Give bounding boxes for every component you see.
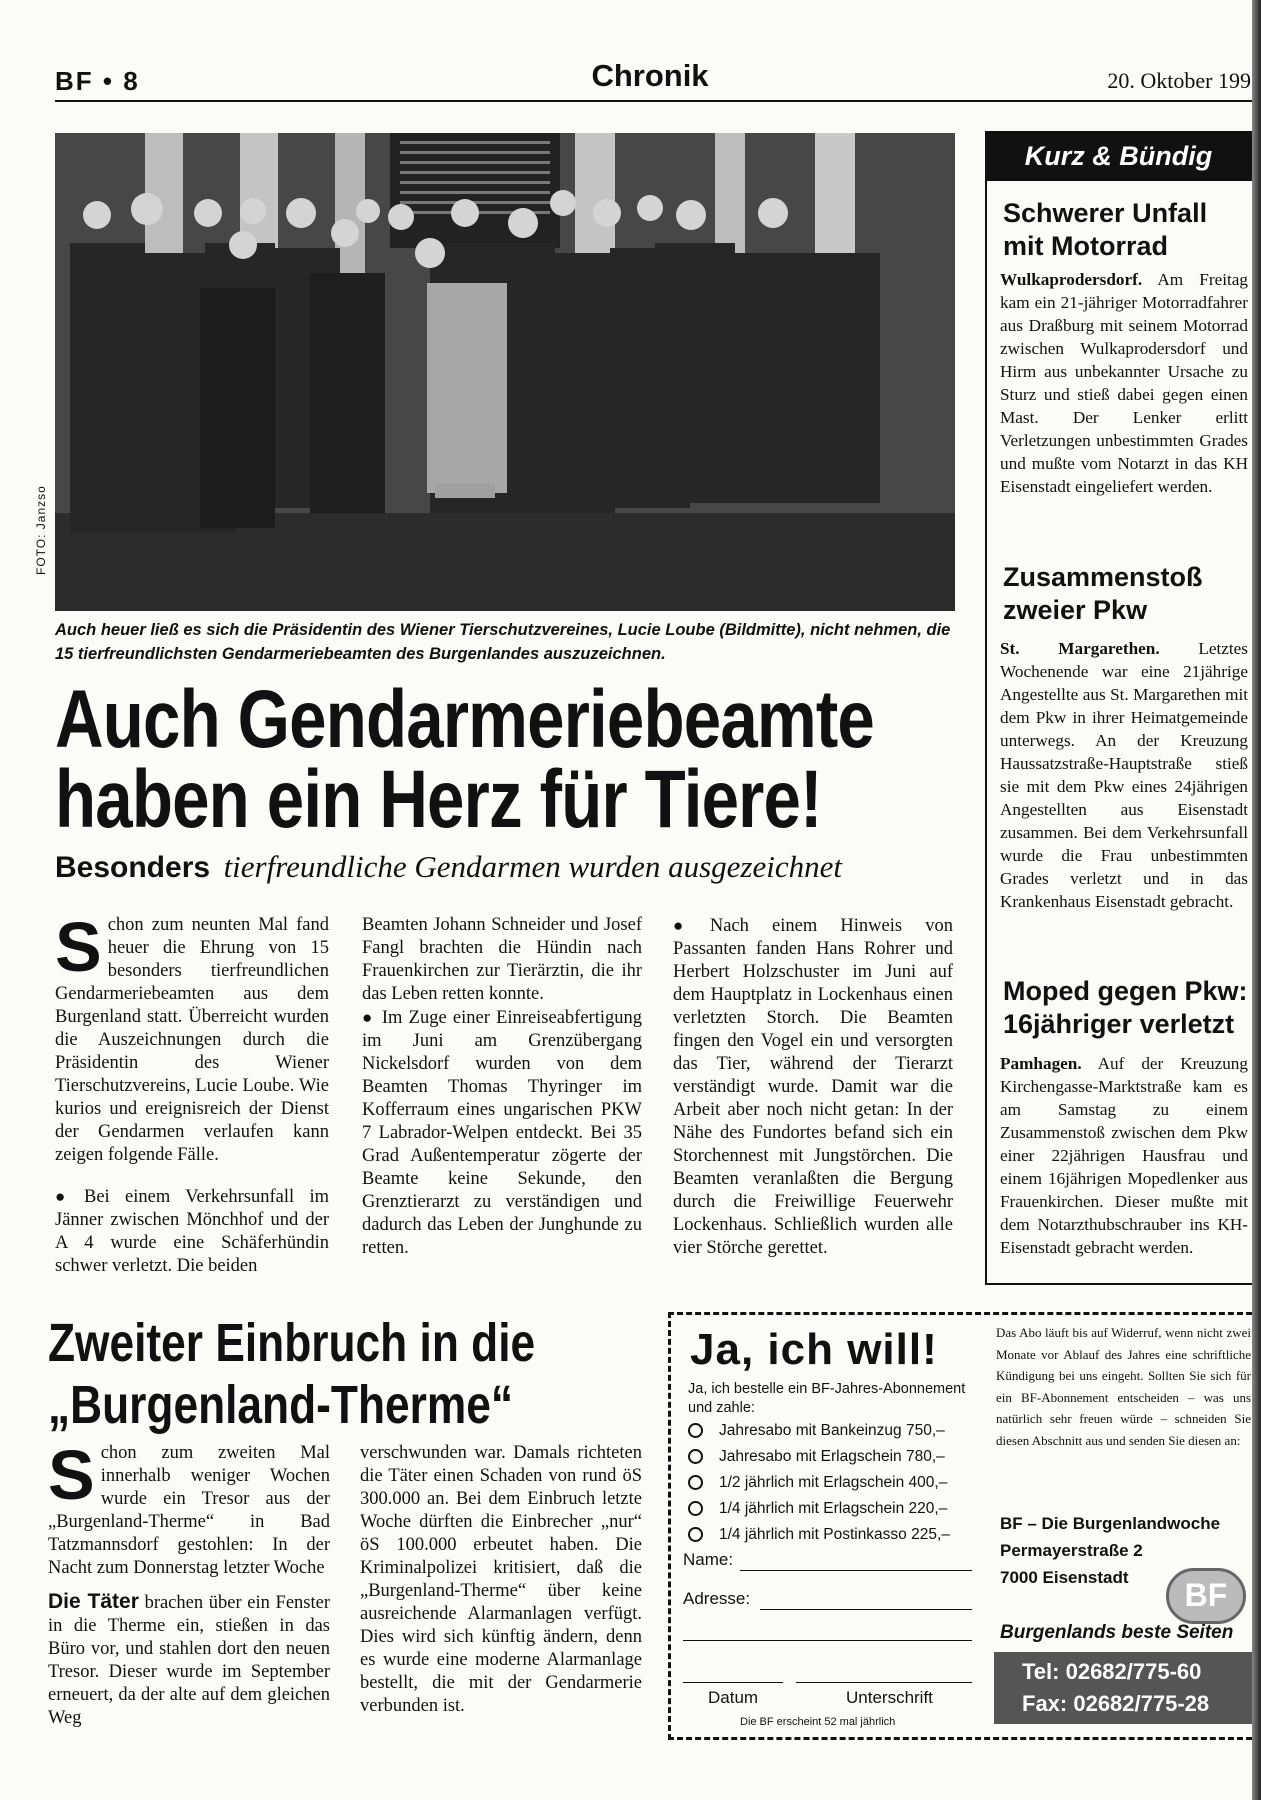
group-photo-illustration: [55, 133, 955, 611]
page-number: BF • 8: [55, 66, 140, 96]
option-label: 1/4 jährlich mit Postinkasso 225,–: [719, 1526, 950, 1543]
name-field[interactable]: [740, 1570, 972, 1571]
slogan: Burgenlands beste Seiten: [1000, 1622, 1234, 1643]
section-title: Chronik: [591, 58, 709, 93]
headline-line: mit Motorrad: [1003, 231, 1168, 261]
drop-cap: S: [48, 1436, 95, 1514]
sidebar-item3-headline: [1003, 975, 1248, 1041]
story1-paragraph: Beamten Johann Schneider und Josef Fangl brachten die Hündin nach Frauenkirchen zur Tierärztin, die ihr das Leben retten konnte.: [362, 915, 642, 1004]
sidebar-body: Auf der Kreuzung Kirchengasse-Marktstraße kam es am Samstag zu einem Zusammenstoß zwischen dem Pkw einer 22jährigen Hausfrau und einem 16jährigen Mopedlenker aus Frauenkirchen. Dieser mußte mit dem Notarzthubschrauber ins KH-Eisenstadt gebracht werden.: [1000, 1054, 1248, 1257]
main-headline: [55, 674, 875, 845]
name-label: Name:: [683, 1550, 734, 1569]
signature-label: Unterschrift: [846, 1688, 933, 1707]
story1-column-3: [673, 914, 953, 1260]
story1-bullet-paragraph: ● Nach einem Hinweis von Passanten fanden Hans Rohrer und Herbert Holzschuster im Juni auf dem Hauptplatz in Lockenhaus einen verletzten Storch. Die Beamten fingen den Vogel ein und versorgten das Tier, während der Tierarzt verständigt wurde. Damit war die Arbeit aber noch nicht getan: In der Nähe des Fundortes befand sich ein Storchennest mit Jungstörchen. Die Beamten veranlaßten die Bergung durch die Freiwillige Feuerwehr Lockenhaus. Schließlich wurden alle vier Störche gerettet.: [673, 914, 953, 1260]
sidebar-body: Letztes Wochenende war eine 21jährige Angestellte aus St. Margarethen mit dem Pkw in ihrer Heimatgemeinde unterwegs. An der Kreuzung Haussatzstraße-Hauptstraße stieß sie mit dem Pkw eines 24jährigen Angestellten aus Eisenstadt zusammen. Bei dem Verkehrsunfall wurde die Frau unbestimmten Grades verletzt und in das Krankenhaus Eisenstadt gebracht.: [1000, 639, 1248, 911]
headline-line: 16jähriger verletzt: [1003, 1009, 1235, 1039]
story1-bullet-paragraph: ● Bei einem Verkehrsunfall im Jänner zwischen Mönchhof und der A 4 wurde eine Schäferhündin schwer verletzt. Die beiden: [55, 1185, 329, 1278]
dateline: Wulkaprodersdorf.: [1000, 270, 1143, 289]
coupon-title: Ja, ich will!: [690, 1325, 938, 1374]
radio-circle-icon[interactable]: [688, 1475, 703, 1490]
address-field[interactable]: [760, 1609, 972, 1610]
radio-circle-icon[interactable]: [688, 1501, 703, 1516]
headline-line: Moped gegen Pkw:: [1003, 976, 1248, 1006]
coupon-option[interactable]: [688, 1500, 947, 1518]
story2-column-1: [48, 1436, 331, 1730]
date-label: Datum: [708, 1688, 759, 1707]
coupon-option[interactable]: [688, 1448, 945, 1466]
date-field[interactable]: [683, 1682, 783, 1683]
contact-box: [994, 1652, 1252, 1724]
paragraph-body: brachen über ein Fenster in die Therme ein, stießen in das Büro vor, und stahlen dort den neuen Tresor. Dieser wurde im September erneuert, da der alte auf dem gleichen Weg: [48, 1593, 331, 1728]
sidebar-item1-text: [1000, 268, 1248, 498]
coupon-option[interactable]: [688, 1526, 950, 1544]
paragraph-lead: Die Täter: [48, 1590, 139, 1613]
story1-column-2: [362, 914, 642, 1260]
bf-logo: BF: [1166, 1568, 1246, 1624]
story2-paragraph: [48, 1590, 330, 1730]
second-headline: [48, 1312, 535, 1436]
headline-line: zweier Pkw: [1003, 595, 1148, 625]
main-headline-line1: Auch Gendarmeriebeamte: [55, 674, 875, 765]
group-photo: [55, 133, 955, 611]
publisher-city: 7000 Eisenstadt: [1000, 1568, 1129, 1587]
story1-paragraph: chon zum neunten Mal fand heuer die Ehrung von 15 besonders tierfreundlichen Gendarmeriebeamten aus dem Burgenland statt. Überreicht wurden die Auszeichnungen durch die Präsidentin des Wiener Tierschutzvereins, Lucie Loube. Wie kurios und ereignisreich der Dienst der Gendarmen verlaufen kann zeigen folgende Fälle.: [55, 915, 329, 1165]
coupon-option[interactable]: [688, 1422, 945, 1440]
subheadline-lead: Besonders: [55, 851, 211, 884]
photo-caption: Auch heuer ließ es sich die Präsidentin des Wiener Tierschutzvereines, Lucie Loube (Bildmitte), nicht nehmen, die 15 tierfreundlichsten Gendarmeriebeamten des Burgenlandes auszuzeichnen.: [55, 621, 951, 663]
frequency-note: Die BF erscheint 52 mal jährlich: [740, 1716, 896, 1728]
story2-paragraph: verschwunden war. Damals richteten die Täter einen Schaden von rund öS 300.000 an. Bei dem Einbruch letzte Woche dürften die Einbrecher „nur“ öS 100.000 erbeutet haben. Die Kriminalpolizei kritisiert, daß die „Burgenland-Therme“ über keine ausreichende Alarmanlagen verfügt. Dies wird sich künftig ändern, denn es wurde eine moderne Alarmanlage bestellt, die mit der Gendarmerie verbunden ist.: [360, 1443, 642, 1716]
sidebar-body: Am Freitag kam ein 21-jähriger Motorradfahrer aus Draßburg mit seinem Motorrad zwischen Wulkaprodersdorf und Hirm aus unbekannter Ursache zu Sturz und stieß dabei gegen einen Mast. Der Lenker erlitt Verletzungen unbestimmten Grades und mußte vom Notarzt in das KH Eisenstadt eingeliefert werden.: [1000, 270, 1248, 496]
option-label: 1/4 jährlich mit Erlagschein 220,–: [719, 1500, 948, 1517]
main-headline-line2: haben ein Herz für Tiere!: [55, 754, 822, 845]
issue-date: 20. Oktober 199: [1107, 68, 1251, 93]
sidebar-title: Kurz & Bündig: [985, 131, 1252, 181]
story2-paragraph: chon zum zweiten Mal innerhalb weniger Wochen wurde ein Tresor aus der „Burgenland-Therme“ in Bad Tatzmannsdorf gestohlen: In der Nacht zum Donnerstag letzter Woche: [48, 1443, 330, 1578]
story2-column-2: [360, 1442, 642, 1718]
address-field-2[interactable]: [683, 1640, 972, 1641]
header-rule: [55, 100, 1255, 102]
signature-field[interactable]: [796, 1682, 972, 1683]
sidebar-item2-text: [1000, 637, 1248, 913]
headline-line: Zusammenstoß: [1003, 562, 1203, 592]
coupon-terms: Das Abo läuft bis auf Widerruf, wenn nicht zwei Monate vor Ablauf des Jahres eine schriftliche Kündigung bei uns eingeht. Sollten Sie sich für ein BF-Abonnement entscheiden – was uns natürlich sehr freuen würde – schneiden Sie diesen Abschnitt aus und senden Sie diesen an:: [996, 1325, 1251, 1448]
story1-bullet-paragraph: ● Im Zuge einer Einreiseabfertigung im Juni am Grenzübergang Nickelsdorf wurden von dem Beamten Thomas Thyringer im Kofferraum eines ungarischen PKW 7 Labrador-Welpen entdeckt. Bei 35 Grad Außentemperatur zögerte der Beamte keine Sekunde, den Grenztierarzt zu verständigen und dadurch das Leben der Junghunde zu retten.: [362, 1006, 642, 1260]
sidebar-item1-headline: [1003, 197, 1207, 263]
publisher-street: Permayerstraße 2: [1000, 1541, 1143, 1560]
second-headline-line2: „Burgenland-Therme“: [48, 1375, 513, 1435]
radio-circle-icon[interactable]: [688, 1527, 703, 1542]
option-label: Jahresabo mit Bankeinzug 750,–: [719, 1422, 945, 1439]
dateline: Pamhagen.: [1000, 1054, 1082, 1073]
radio-circle-icon[interactable]: [688, 1423, 703, 1438]
subheadline-text: tierfreundliche Gendarmen wurden ausgezeichnet: [223, 849, 842, 884]
fax-number: Fax: 02682/775-28: [1022, 1691, 1210, 1716]
option-label: Jahresabo mit Erlagschein 780,–: [719, 1448, 945, 1465]
coupon-intro: Ja, ich bestelle ein BF-Jahres-Abonnement und zahle:: [688, 1381, 966, 1416]
sidebar-item3-text: [1000, 1052, 1248, 1259]
scan-edge: [1252, 0, 1261, 1800]
phone-number: Tel: 02682/775-60: [1022, 1659, 1202, 1684]
option-label: 1/2 jährlich mit Erlagschein 400,–: [719, 1474, 948, 1491]
photo-credit: FOTO: Janzso: [34, 485, 48, 575]
coupon-option[interactable]: [688, 1474, 947, 1492]
story1-column-1: [55, 908, 329, 1278]
sidebar-item2-headline: [1003, 561, 1203, 627]
headline-line: Schwerer Unfall: [1003, 198, 1208, 228]
publisher-name: BF – Die Burgenlandwoche: [1000, 1514, 1221, 1533]
second-headline-line1: Zweiter Einbruch in die: [48, 1313, 536, 1373]
dateline: St. Margarethen.: [1000, 639, 1160, 658]
drop-cap: S: [55, 908, 102, 986]
subheadline: [55, 849, 842, 885]
address-label: Adresse:: [683, 1589, 751, 1608]
radio-circle-icon[interactable]: [688, 1449, 703, 1464]
